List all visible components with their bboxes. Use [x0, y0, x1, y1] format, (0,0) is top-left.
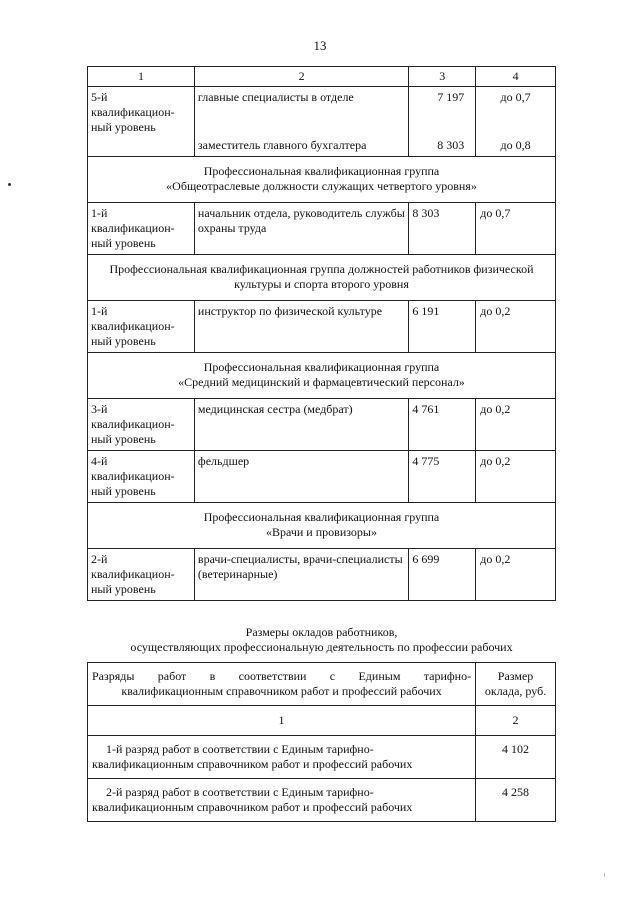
grade-header: [88, 663, 476, 706]
grade-cell: [88, 779, 476, 822]
salary-cell: [409, 87, 476, 157]
group-title: [88, 503, 556, 549]
table-header-row: [88, 67, 556, 87]
salary-cell: 4 258: [476, 779, 556, 822]
group-title-line: «Общеотраслевые должности служащих четвертого уровня»: [166, 179, 477, 193]
group-title-line: культуры и спорта второго уровня: [234, 277, 409, 291]
group-title: [88, 157, 556, 203]
coefficient-cell: до 0,2: [476, 451, 556, 503]
scan-speck: [8, 183, 11, 186]
group-title-line: Профессиональная квалификационная группа: [203, 164, 440, 178]
grade-line: квалификационным справочником работ и профессий рабочих: [92, 757, 413, 771]
coefficient-text: до 0,8: [500, 138, 531, 152]
grade-line: 1-й разряд работ в соответствии с Единым тарифно-: [106, 742, 374, 756]
salary-cell: 4 775: [409, 451, 476, 503]
coefficient-cell: [476, 87, 556, 157]
salary-cell: 4 102: [476, 736, 556, 779]
table-number-row: [88, 706, 556, 736]
table-row: [88, 203, 556, 255]
table-row: [88, 736, 556, 779]
page-number: 13: [313, 38, 327, 53]
level-cell: 3-й квалификацион-ный уровень: [88, 399, 195, 451]
group-title-line: Профессиональная квалификационная группа: [203, 510, 440, 524]
table-row: [88, 87, 556, 157]
header-col-3: 3: [409, 67, 476, 87]
group-title-line: «Средний медицинский и фармацевтический персонал»: [178, 375, 465, 389]
level-cell: 5-й квалификацион-ный уровень: [88, 87, 195, 157]
position-cell: [194, 87, 408, 157]
position-cell: инструктор по физической культуре: [194, 301, 408, 353]
coefficient-cell: до 0,2: [476, 301, 556, 353]
grade-cell: [88, 736, 476, 779]
coefficient-cell: до 0,7: [476, 203, 556, 255]
header-col-2: 2: [194, 67, 408, 87]
position-cell: начальник отдела, руководитель службы охраны труда: [194, 203, 408, 255]
group-title: [88, 255, 556, 301]
group-title-line: Профессиональная квалификационная группа: [203, 360, 440, 374]
group-title-row: [88, 255, 556, 301]
salary-header: Размер оклада, руб.: [476, 663, 556, 706]
level-cell: 4-й квалификацион-ный уровень: [88, 451, 195, 503]
salary-cell: 6 699: [409, 549, 476, 601]
group-title-row: [88, 353, 556, 399]
position-text: главные специалисты в отделе: [197, 90, 354, 104]
header-col-4: 4: [476, 67, 556, 87]
grade-line: 2-й разряд работ в соответствии с Единым тарифно-: [106, 785, 374, 799]
salary-cell: 4 761: [409, 399, 476, 451]
position-cell: врачи-специалисты, врачи-специалисты (ветеринарные): [194, 549, 408, 601]
coefficient-cell: до 0,2: [476, 549, 556, 601]
num-col-1: 1: [88, 706, 476, 736]
header-col-1: 1: [88, 67, 195, 87]
position-text: заместитель главного бухгалтера: [197, 138, 367, 152]
salary-text: 7 197: [437, 90, 465, 104]
table-header-row: [88, 663, 556, 706]
position-cell: фельдшер: [194, 451, 408, 503]
group-title: [88, 353, 556, 399]
coefficient-cell: до 0,2: [476, 399, 556, 451]
caption-line: осуществляющих профессиональную деятельность по профессии рабочих: [130, 640, 513, 654]
grade-line: квалификационным справочником работ и профессий рабочих: [92, 800, 413, 814]
level-cell: 1-й квалификацион-ный уровень: [88, 301, 195, 353]
scan-mark: [604, 873, 605, 877]
grade-header-line: квалификационным справочником работ и профессий рабочих: [121, 684, 442, 698]
group-title-row: [88, 157, 556, 203]
worker-salary-caption: [87, 625, 556, 655]
table-row: [88, 301, 556, 353]
salary-text: 8 303: [437, 138, 465, 152]
level-cell: 1-й квалификацион-ный уровень: [88, 203, 195, 255]
grade-header-line: Разряды работ в соответствии с Единым тарифно-: [92, 669, 472, 683]
group-title-line: Профессиональная квалификационная группа должностей работников физической: [109, 262, 534, 276]
table-row: [88, 399, 556, 451]
position-cell: медицинская сестра (медбрат): [194, 399, 408, 451]
coefficient-text: до 0,7: [500, 90, 531, 104]
table-row: [88, 549, 556, 601]
level-cell: 2-й квалификацион-ный уровень: [88, 549, 195, 601]
caption-line: Размеры окладов работников,: [245, 625, 398, 639]
table-row: [88, 451, 556, 503]
worker-grade-salary-table: [87, 662, 556, 822]
qualification-salary-table: [87, 66, 556, 601]
salary-cell: 6 191: [409, 301, 476, 353]
group-title-line: «Врачи и провизоры»: [266, 525, 377, 539]
table-row: [88, 779, 556, 822]
group-title-row: [88, 503, 556, 549]
num-col-2: 2: [476, 706, 556, 736]
salary-cell: 8 303: [409, 203, 476, 255]
